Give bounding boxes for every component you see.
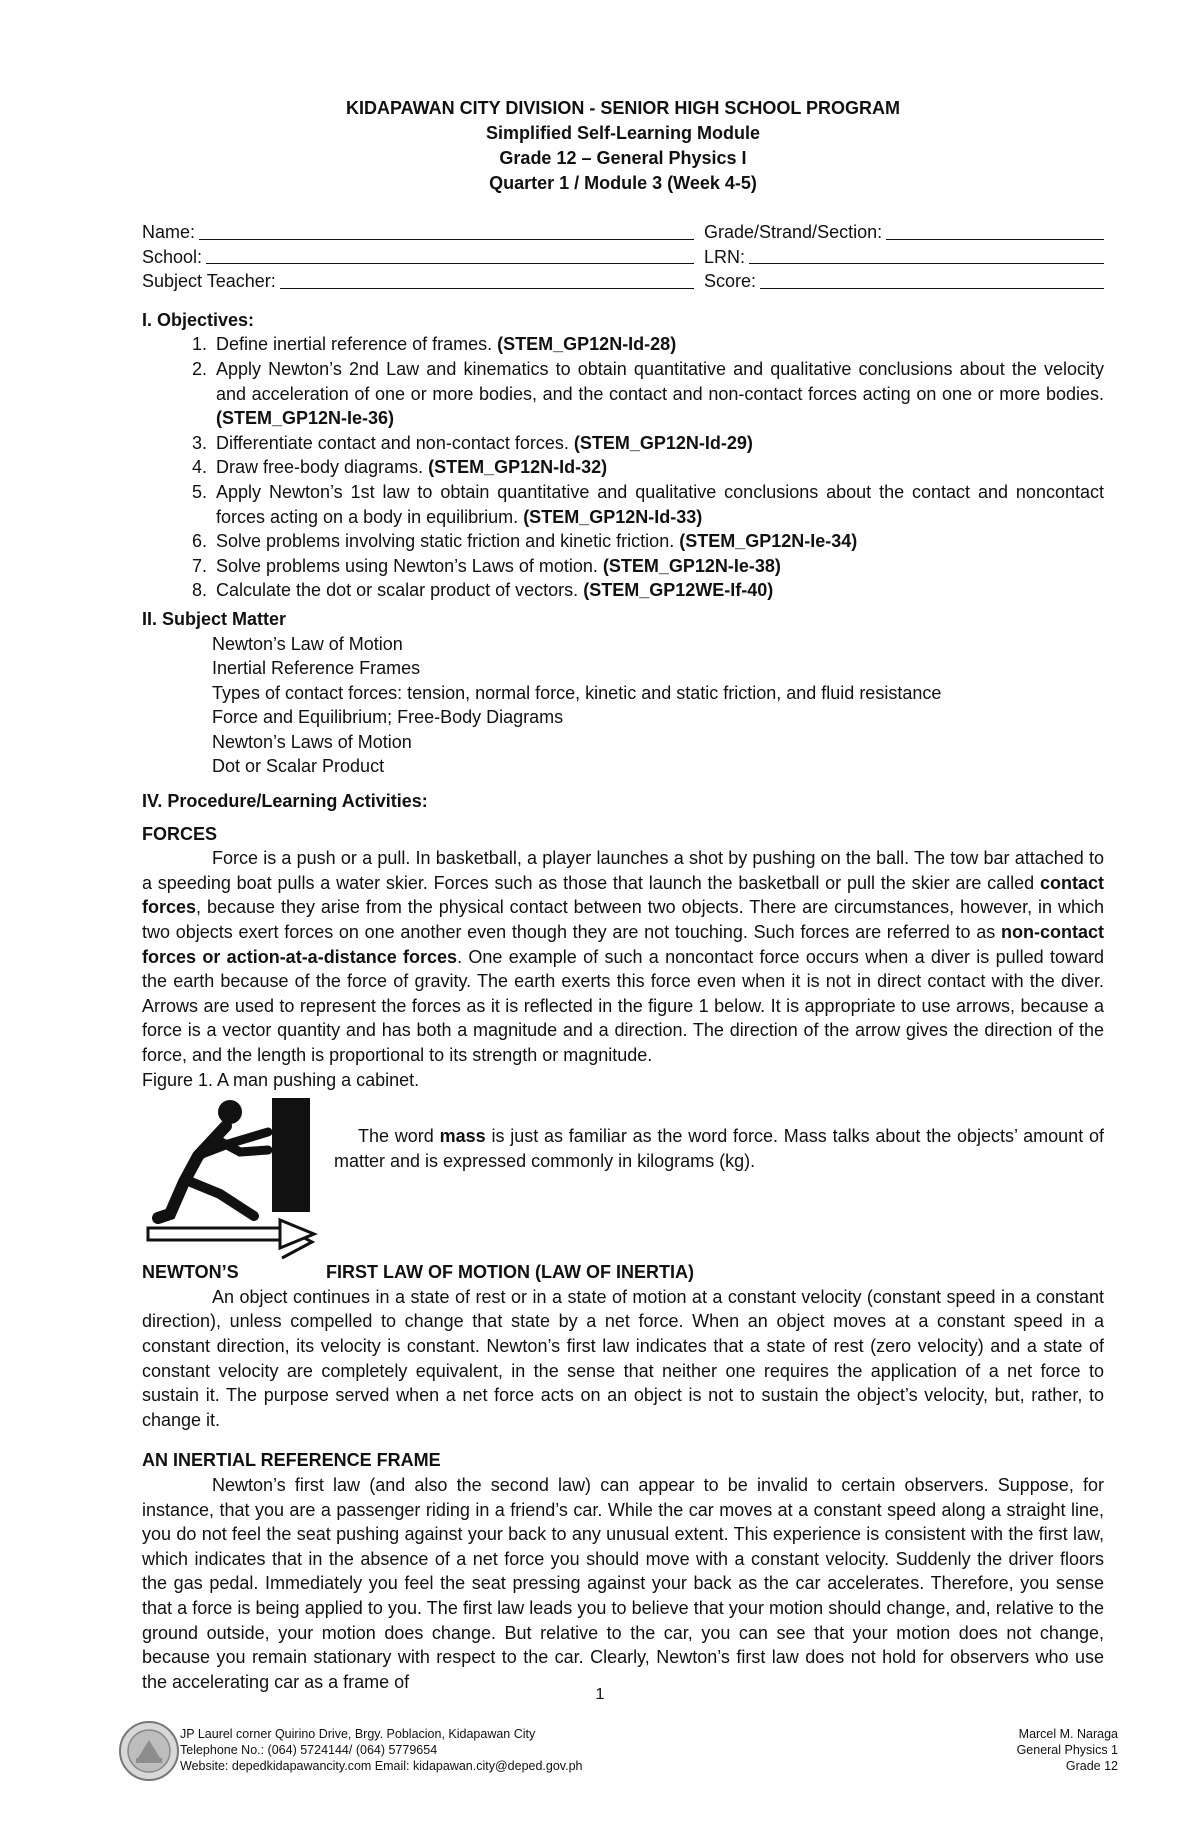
mass-paragraph (322, 1094, 1104, 1173)
competency-code: (STEM_GP12WE-If-40) (583, 580, 774, 601)
competency-code: (STEM_GP12N-Id-33) (523, 506, 703, 527)
objective-text: Apply Newton’s 2nd Law and kinematics to obtain quantitative and qualitative conclusions about the velocity and acceleration of one or more bodies, and the contact and non-contact forces acting on one or more bodies. (216, 358, 1104, 404)
school-contact-info (180, 1726, 583, 1774)
header-grade: Grade 12 – General Physics I (499, 148, 747, 168)
division-seal-icon (118, 1720, 180, 1782)
forces-paragraph (142, 846, 1104, 1067)
subject-matter-item: Inertial Reference Frames (212, 658, 421, 679)
objective-text: Define inertial reference of frames. (216, 334, 493, 355)
competency-code: (STEM_GP12N-Ie-36) (216, 408, 395, 429)
competency-code: (STEM_GP12N-Id-29) (573, 432, 753, 453)
score-blank[interactable] (760, 288, 1104, 289)
header-module: Simplified Self-Learning Module (485, 123, 761, 143)
objective-text: Draw free-body diagrams. (216, 457, 424, 478)
module-content (142, 96, 1104, 1694)
footer-phone: Telephone No.: (064) 5724144/ (064) 5779654 (180, 1743, 438, 1757)
school-field[interactable] (142, 245, 704, 270)
school-label: School: (142, 246, 203, 267)
page-footer (118, 1716, 1118, 1796)
objective-item (212, 529, 1104, 554)
subject-matter-list (142, 632, 1104, 780)
objective-text: Differentiate contact and non-contact forces. (216, 432, 569, 453)
subject-matter-title: II. Subject Matter (142, 608, 287, 629)
competency-code: (STEM_GP12N-Id-28) (497, 334, 677, 355)
mass-term: mass (439, 1126, 486, 1147)
lrn-label: LRN: (704, 246, 746, 267)
objective-text: Calculate the dot or scalar product of vectors. (216, 580, 579, 601)
contact-forces-term: contact forces (142, 872, 1104, 918)
forces-title: FORCES (142, 823, 218, 844)
figure-caption: Figure 1. A man pushing a cabinet. (142, 1069, 420, 1090)
subject-matter-item: Dot or Scalar Product (212, 756, 385, 777)
mass-text: is just as familiar as the word force. Mass talks about the objects’ amount of matter and is expressed commonly in kilograms (kg). (334, 1126, 1104, 1171)
score-field[interactable] (704, 269, 1104, 294)
objective-item (212, 480, 1104, 529)
first-law-paragraph: An object continues in a state of rest or in a state of motion at a constant velocity (constant speed in a constant direction), unless compelled to change that state by a net force. When an object moves at a constant speed in a constant direction, its velocity is constant. Newton’s first law indicates that a state of rest (zero velocity) and a state of constant velocity are completely equivalent, in the sense that neither one requires the application of a net force to sustain it. The purpose served when a net force acts on an object is not to sustain the object’s velocity, but, rather, to change it. (142, 1286, 1104, 1430)
footer-subject: General Physics 1 (1016, 1743, 1118, 1757)
author-info (1017, 1726, 1118, 1774)
objective-text: Solve problems using Newton’s Laws of motion. (216, 555, 598, 576)
lrn-blank[interactable] (749, 263, 1104, 264)
school-blank[interactable] (206, 263, 694, 264)
objective-item (212, 455, 1104, 480)
objective-item (212, 357, 1104, 431)
footer-grade: Grade 12 (1065, 1759, 1118, 1773)
inertial-frame-title: AN INERTIAL REFERENCE FRAME (142, 1450, 441, 1471)
objectives-title: I. Objectives: (142, 309, 255, 330)
noncontact-forces-term: non-contact forces or action-at-a-distance forces (142, 922, 1104, 967)
forces-text: Force is a push or a pull. In basketball, a player launches a shot by pushing on the ball. The tow bar attached to a speeding boat pulls a water skier. Forces such as those that launch the basketball or pull the skier are called (142, 848, 1104, 893)
subject-matter-item: Newton’s Law of Motion (212, 633, 403, 654)
man-pushing-cabinet-illustration (142, 1094, 322, 1260)
grade-strand-section-field[interactable] (704, 220, 1104, 245)
first-law-title-a: NEWTON’S (142, 1262, 239, 1283)
grade-strand-section-label: Grade/Strand/Section: (704, 222, 883, 242)
score-label: Score: (704, 271, 757, 292)
inertial-frame-paragraph: Newton’s first law (and also the second law) can appear to be invalid to certain observers. Suppose, for instance, that you are a passenger riding in a friend’s car. While the car moves at a constant speed along a straight line, you do not feel the seat pushing against your back to any unusual extent. This experience is consistent with the first law, which indicates that in the absence of a net force you should move with a constant velocity. Suddenly the driver floors the gas pedal. Immediately you feel the seat pressing against your back as the car accelerates. Therefore, you sense that a force is being applied to you. The first law leads you to believe that your motion should change, and, relative to the ground outside, your motion does change. But relative to the car, you can see that your motion does not change, because you remain stationary with respect to the car. Clearly, Newton’s first law does not hold for observers who use the accelerating car as a frame of (142, 1474, 1104, 1692)
objective-text: Solve problems involving static friction and kinetic friction. (216, 531, 675, 552)
subject-teacher-blank[interactable] (280, 288, 694, 289)
objective-item (212, 554, 1104, 579)
footer-author: Marcel M. Naraga (1018, 1727, 1118, 1741)
forces-text: . One example of such a noncontact force occurs when a diver is pulled toward the earth because of the force of gravity. The earth exerts this force even when it is not in direct contact with the diver. Arrows are used to represent the forces as it is reflected in the figure 1 below. It is appropriate to use arrows, because a force is a vector quantity and has both a magnitude and a direction. The direction of the arrow gives the direction of the force, and the length is proportional to its strength or magnitude. (142, 946, 1104, 1065)
first-law-title-b: FIRST LAW OF MOTION (LAW OF INERTIA) (326, 1262, 694, 1283)
header-quarter: Quarter 1 / Module 3 (Week 4-5) (489, 173, 757, 193)
objective-item (212, 332, 1104, 357)
footer-website-email: Website: depedkidapawancity.com Email: kidapawan.city@deped.gov.ph (180, 1759, 583, 1773)
procedure-title: IV. Procedure/Learning Activities: (142, 791, 428, 812)
subject-teacher-field[interactable] (142, 269, 704, 294)
lrn-field[interactable] (704, 245, 1104, 270)
competency-code: (STEM_GP12N-Ie-38) (602, 555, 781, 576)
first-law-title (142, 1260, 1104, 1285)
grade-strand-section-blank[interactable] (886, 239, 1104, 240)
page-number: 1 (595, 1686, 605, 1703)
header-division: KIDAPAWAN CITY DIVISION - SENIOR HIGH SCHOOL PROGRAM (345, 98, 901, 118)
mass-text: The word (358, 1126, 440, 1147)
objectives-list (142, 332, 1104, 603)
competency-code: (STEM_GP12N-Ie-34) (679, 531, 858, 552)
subject-matter-item: Newton’s Laws of Motion (212, 731, 412, 752)
module-header (142, 96, 1104, 196)
competency-code: (STEM_GP12N-Id-32) (428, 457, 608, 478)
student-info-fields (142, 220, 1104, 294)
objective-item (212, 578, 1104, 603)
figure-1 (142, 1094, 1104, 1260)
name-field[interactable] (142, 220, 704, 245)
subject-matter-item: Force and Equilibrium; Free-Body Diagrams (212, 707, 564, 728)
objective-text: Apply Newton’s 1st law to obtain quantitative and qualitative conclusions about the contact and noncontact forces acting on a body in equilibrium. (216, 481, 1104, 527)
footer-address: JP Laurel corner Quirino Drive, Brgy. Poblacion, Kidapawan City (180, 1727, 536, 1741)
name-blank[interactable] (199, 239, 694, 240)
forces-text: , because they arise from the physical contact between two objects. There are circumstances, however, in which two objects exert forces on one another even though they are not touching. Such forces are referred to as (142, 897, 1104, 943)
subject-matter-item: Types of contact forces: tension, normal force, kinetic and static friction, and fluid resistance (212, 682, 942, 703)
subject-teacher-label: Subject Teacher: (142, 271, 276, 292)
name-label: Name: (142, 222, 196, 242)
objective-item (212, 431, 1104, 456)
